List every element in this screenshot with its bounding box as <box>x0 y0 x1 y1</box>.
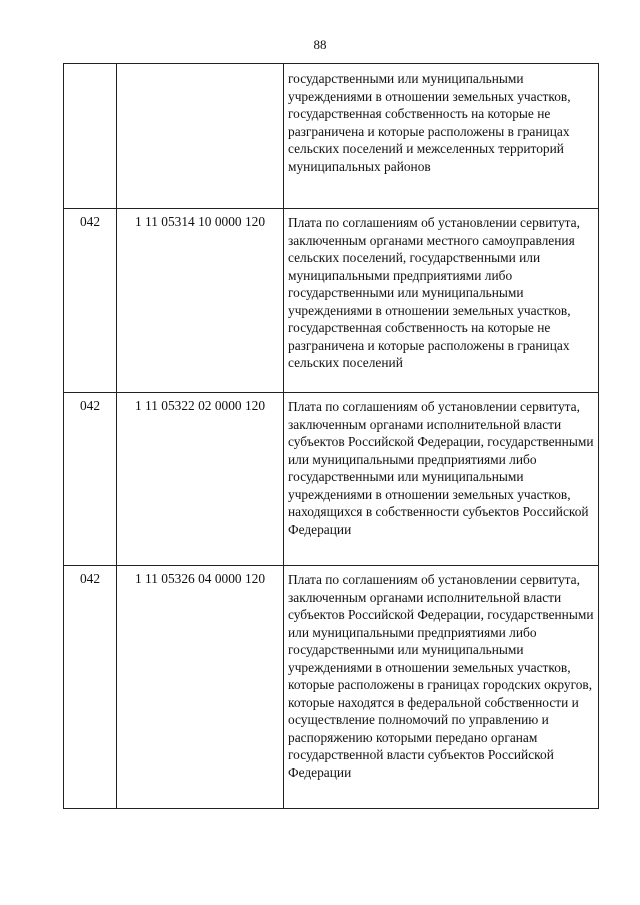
budget-codes-table <box>63 63 599 809</box>
income-code-cell <box>117 64 284 209</box>
table-row <box>64 209 599 393</box>
table-row <box>64 566 599 809</box>
admin-code-cell: 042 <box>64 393 117 566</box>
table-row <box>64 393 599 566</box>
income-code-cell: 1 11 05314 10 0000 120 <box>117 209 284 393</box>
description-cell: государственными или муниципальными учреждениями в отношении земельных участков, государственная собственность на которые не разграничена и которые расположены в границах сельских поселений и межселенных территорий муниципальных районов <box>284 64 599 209</box>
admin-code-cell: 042 <box>64 209 117 393</box>
page-number: 88 <box>313 37 327 52</box>
description-cell: Плата по соглашениям об установлении сервитута, заключенным органами исполнительной власти субъектов Российской Федерации, государственными или муниципальными предприятиями либо государственными или муниципальными учреждениями в отношении земельных участков, которые расположены в границах городских округов, которые находятся в федеральной собственности и осуществление полномочий по управлению и распоряжению которыми передано органам государственной власти субъектов Российской Федерации <box>284 566 599 809</box>
income-code-cell: 1 11 05322 02 0000 120 <box>117 393 284 566</box>
admin-code-cell: 042 <box>64 566 117 809</box>
income-code-cell: 1 11 05326 04 0000 120 <box>117 566 284 809</box>
table-row <box>64 64 599 209</box>
admin-code-cell <box>64 64 117 209</box>
description-cell: Плата по соглашениям об установлении сервитута, заключенным органами исполнительной власти субъектов Российской Федерации, государственными или муниципальными предприятиями либо государственными или муниципальными учреждениями в отношении земельных участков, находящихся в собственности субъектов Российской Федерации <box>284 393 599 566</box>
description-cell: Плата по соглашениям об установлении сервитута, заключенным органами местного самоуправления сельских поселений, государственными или муниципальными предприятиями либо государственными или муниципальными учреждениями в отношении земельных участков, государственная собственность на которые не разграничена и которые расположены в границах сельских поселений <box>284 209 599 393</box>
